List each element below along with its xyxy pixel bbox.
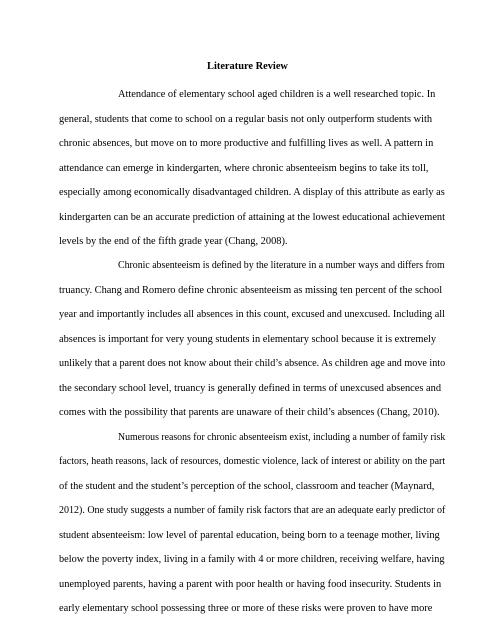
paragraph-line: Attendance of elementary school aged children is a well researched topic. In: [118, 89, 436, 100]
paragraph-line: the secondary school level, truancy is generally defined in terms of unexcused absences and: [59, 383, 442, 394]
paragraph-line: comes with the possibility that parents are unaware of their child’s absences (Chang, 2010).: [59, 407, 440, 418]
page-title: Literature Review: [207, 61, 288, 72]
paragraph-line: attendance can emerge in kindergarten, where chronic absenteeism begins to take its toll,: [59, 163, 429, 174]
paragraph-line: early elementary school possessing three or more of these risks were proven to have more: [59, 603, 433, 614]
paragraph-line: 2012). One study suggests a number of family risk factors that are an adequate early predictor of: [59, 505, 446, 516]
paragraph-line: below the poverty index, living in a family with 4 or more children, receiving welfare, having: [59, 554, 445, 565]
paragraph-line: factors, heath reasons, lack of resources, domestic violence, lack of interest or ability on the part: [59, 456, 446, 467]
paragraph-line: general, students that come to school on a regular basis not only outperform students with: [59, 114, 433, 125]
paragraph-line: student absenteeism: low level of parental education, being born to a teenage mother, living: [59, 530, 440, 541]
paragraph-line: unemployed parents, having a parent with poor health or having food insecurity. Students in: [59, 579, 442, 590]
paragraph-line: Chronic absenteeism is defined by the literature in a number ways and differs from: [118, 260, 445, 271]
paragraph-line: of the student and the student’s perception of the school, classroom and teacher (Maynard,: [59, 481, 435, 492]
paragraph-line: year and importantly includes all absences in this count, excused and unexcused. Including all: [59, 309, 445, 320]
paragraph-line: truancy. Chang and Romero define chronic absenteeism as missing ten percent of the school: [59, 285, 443, 296]
paragraph-line: especially among economically disadvantaged children. A display of this attribute as early as: [59, 187, 445, 198]
paragraph-line: kindergarten can be an accurate prediction of attaining at the lowest educational achievement: [59, 212, 445, 223]
paragraph-line: levels by the end of the fifth grade year (Chang, 2008).: [59, 236, 288, 247]
paragraph-line: Numerous reasons for chronic absenteeism exist, including a number of family risk: [118, 432, 446, 443]
paragraph-line: unlikely that a parent does not know about their child’s absence. As children age and move into: [59, 358, 446, 369]
paragraph-line: absences is important for very young students in elementary school because it is extremely: [59, 334, 437, 345]
paragraph-line: chronic absences, but move on to more productive and fulfilling lives as well. A pattern in: [59, 138, 434, 149]
